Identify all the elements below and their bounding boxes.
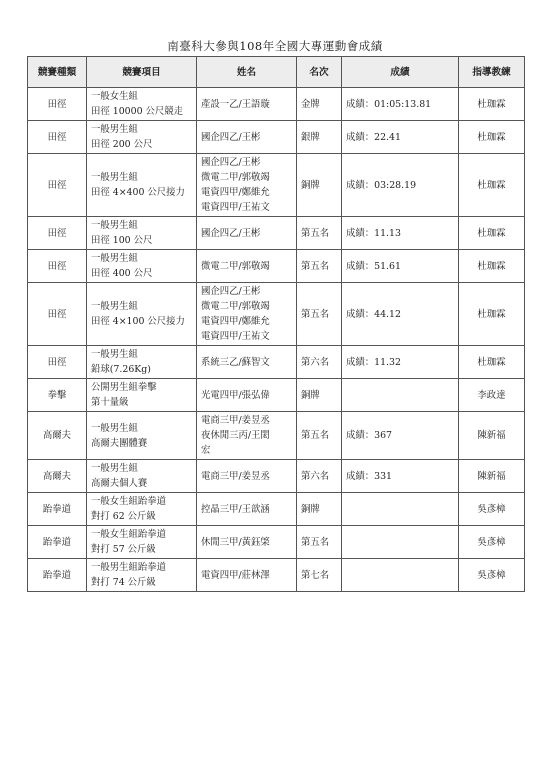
cell-result: 成績：51.61 bbox=[342, 250, 459, 283]
cell-event-item bbox=[87, 121, 197, 154]
cell-coach: 陳新福 bbox=[459, 412, 525, 460]
cell-event-item bbox=[87, 283, 197, 346]
cell-result bbox=[342, 559, 459, 592]
cell-event-type: 跆拳道 bbox=[28, 559, 87, 592]
cell-event-item bbox=[87, 493, 197, 526]
cell-athlete-names bbox=[197, 493, 297, 526]
event-item-line: 對打 74 公斤級 bbox=[91, 577, 156, 588]
cell-rank: 銅牌 bbox=[297, 154, 342, 217]
cell-coach: 杜珈霖 bbox=[459, 121, 525, 154]
cell-result: 成績：44.12 bbox=[342, 283, 459, 346]
cell-event-item bbox=[87, 412, 197, 460]
athlete-name: 電商三甲/姜昱丞 bbox=[201, 470, 270, 482]
cell-result: 成績：03:28.19 bbox=[342, 154, 459, 217]
event-item-line: 一般男生組 bbox=[91, 253, 138, 264]
cell-coach: 杜珈霖 bbox=[459, 88, 525, 121]
event-item-line: 第十量級 bbox=[91, 397, 129, 408]
page-title: 南臺科大參與108年全國大專運動會成績 bbox=[167, 39, 383, 53]
cell-event-type: 田徑 bbox=[28, 121, 87, 154]
cell-result bbox=[342, 379, 459, 412]
table-row bbox=[28, 493, 525, 526]
cell-rank: 銅牌 bbox=[297, 493, 342, 526]
cell-event-item bbox=[87, 88, 197, 121]
cell-event-type: 田徑 bbox=[28, 88, 87, 121]
event-item-line: 公開男生組拳擊 bbox=[91, 382, 157, 393]
athlete-name: 國企四乙/王彬 bbox=[201, 227, 261, 239]
athlete-name: 電資四甲/鄭維允 bbox=[201, 316, 270, 327]
cell-athlete-names bbox=[197, 526, 297, 559]
table-row bbox=[28, 217, 525, 250]
cell-athlete-names bbox=[197, 217, 297, 250]
cell-result: 成績：22.41 bbox=[342, 121, 459, 154]
cell-result: 成績：11.32 bbox=[342, 346, 459, 379]
athlete-name: 電資四甲/王祐文 bbox=[201, 202, 270, 213]
event-item-line: 一般男生組 bbox=[91, 220, 138, 231]
cell-event-item bbox=[87, 559, 197, 592]
event-item-line: 田徑 4×400 公尺接力 bbox=[91, 187, 185, 198]
table-row bbox=[28, 121, 525, 154]
event-item-line: 高爾夫團體賽 bbox=[91, 437, 148, 449]
event-item-line: 一般男生組跆拳道 bbox=[91, 562, 167, 573]
cell-coach: 杜珈霖 bbox=[459, 250, 525, 283]
event-item-line: 一般男生組 bbox=[91, 349, 138, 360]
athlete-name: 微電二甲/郭敬竭 bbox=[201, 301, 270, 312]
event-item-line: 一般男生組 bbox=[91, 422, 138, 434]
cell-coach: 杜珈霖 bbox=[459, 283, 525, 346]
cell-result bbox=[342, 526, 459, 559]
cell-event-type: 高爾夫 bbox=[28, 412, 87, 460]
header-result: 成績 bbox=[342, 57, 459, 88]
athlete-name: 國企四乙/王彬 bbox=[201, 286, 261, 297]
header-name: 姓名 bbox=[197, 57, 297, 88]
cell-athlete-names bbox=[197, 121, 297, 154]
event-item-line: 一般男生組 bbox=[91, 172, 138, 183]
cell-rank: 第七名 bbox=[297, 559, 342, 592]
cell-rank: 第五名 bbox=[297, 250, 342, 283]
event-item-line: 一般男生組 bbox=[91, 463, 138, 474]
athlete-name: 電資四甲/莊林澤 bbox=[201, 569, 270, 581]
cell-event-type: 跆拳道 bbox=[28, 493, 87, 526]
athlete-name: 夜休閒三丙/王閎 bbox=[201, 430, 270, 441]
cell-rank: 第六名 bbox=[297, 346, 342, 379]
event-item-line: 一般女生組跆拳道 bbox=[91, 529, 167, 540]
table-row bbox=[28, 559, 525, 592]
event-item-line: 對打 62 公斤級 bbox=[91, 511, 156, 522]
cell-event-type: 田徑 bbox=[28, 217, 87, 250]
event-item-line: 鉛球(7.26Kg) bbox=[91, 364, 151, 375]
cell-coach: 吳彥樟 bbox=[459, 526, 525, 559]
cell-coach: 吳彥樟 bbox=[459, 493, 525, 526]
cell-rank: 第五名 bbox=[297, 217, 342, 250]
event-item-line: 高爾夫個人賽 bbox=[91, 478, 148, 489]
athlete-name: 電資四甲/鄭維允 bbox=[201, 187, 270, 198]
cell-coach: 杜珈霖 bbox=[459, 154, 525, 217]
cell-athlete-names bbox=[197, 559, 297, 592]
athlete-name: 宏 bbox=[201, 445, 211, 456]
table-row bbox=[28, 346, 525, 379]
table-row bbox=[28, 526, 525, 559]
cell-rank: 金牌 bbox=[297, 88, 342, 121]
cell-event-type: 田徑 bbox=[28, 154, 87, 217]
event-item-line: 田徑 4×100 公尺接力 bbox=[91, 316, 185, 327]
event-item-line: 一般女生組跆拳道 bbox=[91, 496, 167, 507]
table-row bbox=[28, 154, 525, 217]
event-item-line: 一般男生組 bbox=[91, 124, 138, 135]
cell-coach: 陳新福 bbox=[459, 460, 525, 493]
cell-athlete-names bbox=[197, 379, 297, 412]
cell-coach: 吳彥樟 bbox=[459, 559, 525, 592]
cell-athlete-names bbox=[197, 346, 297, 379]
event-item-line: 田徑 100 公尺 bbox=[91, 235, 153, 246]
cell-event-item bbox=[87, 526, 197, 559]
cell-athlete-names bbox=[197, 460, 297, 493]
cell-coach: 李政達 bbox=[459, 379, 525, 412]
athlete-name: 國企四乙/王彬 bbox=[201, 131, 261, 143]
cell-result bbox=[342, 493, 459, 526]
cell-event-item bbox=[87, 379, 197, 412]
cell-result: 成績：01:05:13.81 bbox=[342, 88, 459, 121]
cell-event-type: 田徑 bbox=[28, 346, 87, 379]
table-row bbox=[28, 460, 525, 493]
table-row bbox=[28, 250, 525, 283]
cell-event-item bbox=[87, 154, 197, 217]
athlete-name: 國企四乙/王彬 bbox=[201, 157, 261, 168]
event-item-line: 一般男生組 bbox=[91, 301, 138, 312]
athlete-name: 電資四甲/王祐文 bbox=[201, 331, 270, 342]
cell-rank: 銅牌 bbox=[297, 379, 342, 412]
cell-athlete-names bbox=[197, 412, 297, 460]
cell-event-item bbox=[87, 217, 197, 250]
athlete-name: 休閒三甲/黃鈺棨 bbox=[201, 536, 270, 548]
cell-athlete-names bbox=[197, 283, 297, 346]
athlete-name: 電商三甲/姜昱丞 bbox=[201, 415, 270, 426]
event-item-line: 田徑 400 公尺 bbox=[91, 268, 153, 279]
header-coach: 指導教練 bbox=[459, 57, 525, 88]
cell-event-type: 跆拳道 bbox=[28, 526, 87, 559]
cell-coach: 杜珈霖 bbox=[459, 217, 525, 250]
event-item-line: 田徑 200 公尺 bbox=[91, 139, 153, 150]
header-event-type: 競賽種類 bbox=[28, 57, 87, 88]
cell-result: 成績：11.13 bbox=[342, 217, 459, 250]
athlete-name: 微電二甲/郭敬竭 bbox=[201, 260, 270, 272]
cell-result: 成績：367 bbox=[342, 412, 459, 460]
table-row bbox=[28, 88, 525, 121]
athlete-name: 光電四甲/張弘偉 bbox=[201, 389, 270, 401]
table-row bbox=[28, 283, 525, 346]
cell-athlete-names bbox=[197, 250, 297, 283]
event-item-line: 一般女生組 bbox=[91, 91, 138, 102]
cell-rank: 第六名 bbox=[297, 460, 342, 493]
cell-event-item bbox=[87, 250, 197, 283]
cell-coach: 杜珈霖 bbox=[459, 346, 525, 379]
athlete-name: 產設一乙/王語璇 bbox=[201, 98, 270, 110]
athlete-name: 系統三乙/蘇智文 bbox=[201, 356, 270, 368]
cell-result: 成績：331 bbox=[342, 460, 459, 493]
cell-event-type: 高爾夫 bbox=[28, 460, 87, 493]
cell-event-type: 田徑 bbox=[28, 250, 87, 283]
athlete-name: 控晶三甲/王歆涵 bbox=[201, 503, 270, 515]
cell-event-type: 拳擊 bbox=[28, 379, 87, 412]
table-header-row bbox=[28, 57, 525, 88]
event-item-line: 田徑 10000 公尺競走 bbox=[91, 106, 184, 117]
cell-rank: 銀牌 bbox=[297, 121, 342, 154]
table-row bbox=[28, 379, 525, 412]
header-rank: 名次 bbox=[297, 57, 342, 88]
event-item-line: 對打 57 公斤級 bbox=[91, 544, 156, 555]
cell-athlete-names bbox=[197, 88, 297, 121]
table-body bbox=[28, 88, 525, 592]
results-table bbox=[27, 56, 525, 592]
cell-rank: 第五名 bbox=[297, 526, 342, 559]
cell-event-item bbox=[87, 346, 197, 379]
cell-rank: 第五名 bbox=[297, 412, 342, 460]
cell-athlete-names bbox=[197, 154, 297, 217]
cell-event-item bbox=[87, 460, 197, 493]
athlete-name: 微電二甲/郭敬竭 bbox=[201, 172, 270, 183]
cell-rank: 第五名 bbox=[297, 283, 342, 346]
header-event-item: 競賽項目 bbox=[87, 57, 197, 88]
table-row bbox=[28, 412, 525, 460]
cell-event-type: 田徑 bbox=[28, 283, 87, 346]
